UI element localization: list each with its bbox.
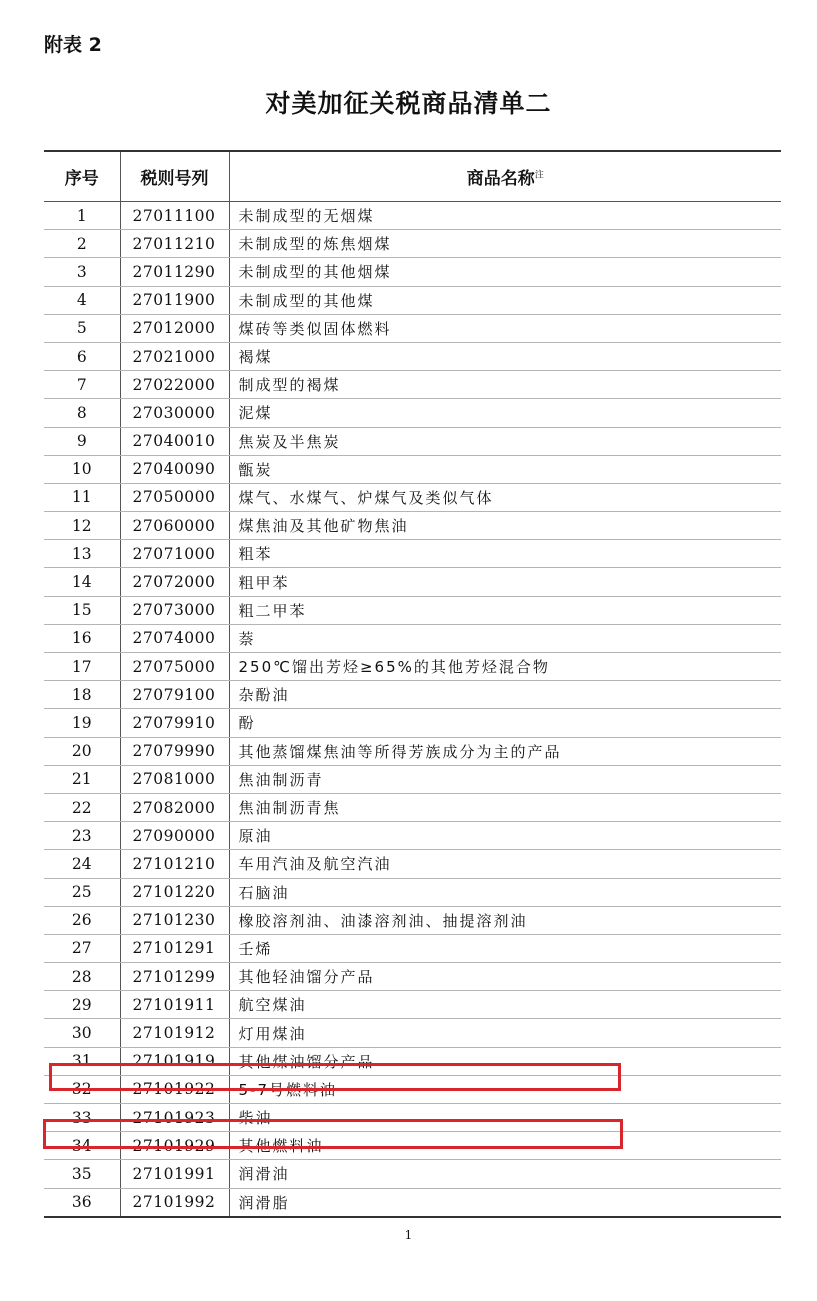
row-seq: 28 — [44, 963, 120, 991]
table-row — [44, 540, 781, 568]
header-name — [229, 151, 781, 202]
row-code: 27060000 — [120, 512, 229, 540]
row-seq: 24 — [44, 850, 120, 878]
row-code: 27081000 — [120, 765, 229, 793]
row-code: 27101922 — [120, 1075, 229, 1103]
row-code: 27073000 — [120, 596, 229, 624]
row-name: 润滑油 — [229, 1160, 781, 1188]
header-name-label: 商品名称 — [466, 169, 535, 189]
row-seq: 32 — [44, 1075, 120, 1103]
row-name: 其他燃料油 — [229, 1132, 781, 1160]
row-code: 27101912 — [120, 1019, 229, 1047]
row-code: 27075000 — [120, 653, 229, 681]
row-seq: 23 — [44, 822, 120, 850]
row-seq: 20 — [44, 737, 120, 765]
row-name: 壬烯 — [229, 934, 781, 962]
table-row — [44, 483, 781, 511]
row-seq: 34 — [44, 1132, 120, 1160]
row-code: 27011290 — [120, 258, 229, 286]
row-seq: 35 — [44, 1160, 120, 1188]
row-code: 27101919 — [120, 1047, 229, 1075]
table-row — [44, 1188, 781, 1217]
row-name: 石脑油 — [229, 878, 781, 906]
row-seq: 3 — [44, 258, 120, 286]
row-seq: 36 — [71, 1193, 92, 1212]
table-row — [44, 258, 781, 286]
row-code: 27011210 — [120, 230, 229, 258]
table-row — [44, 793, 781, 821]
table-row — [44, 371, 781, 399]
table-row — [44, 1104, 781, 1132]
row-name: 甑炭 — [229, 455, 781, 483]
row-code: 27101929 — [120, 1132, 229, 1160]
row-name: 250℃馏出芳烃≥65%的其他芳烃混合物 — [229, 653, 781, 681]
row-name: 原油 — [229, 822, 781, 850]
appendix-label: 附表 2 — [44, 34, 102, 56]
table-row — [44, 286, 781, 314]
row-name: 其他轻油馏分产品 — [229, 963, 781, 991]
tariff-goods-table — [44, 150, 781, 1218]
row-code: 27101911 — [120, 991, 229, 1019]
row-code: 27021000 — [120, 342, 229, 370]
table-row — [44, 822, 781, 850]
header-note-mark: 注 — [534, 170, 544, 181]
row-name: 煤砖等类似固体燃料 — [229, 314, 781, 342]
row-code: 27040010 — [120, 427, 229, 455]
row-code: 27040090 — [120, 455, 229, 483]
row-name: 煤焦油及其他矿物焦油 — [229, 512, 781, 540]
row-code: 27101991 — [120, 1160, 229, 1188]
row-name: 制成型的褐煤 — [229, 371, 781, 399]
row-name: 灯用煤油 — [229, 1019, 781, 1047]
header-code: 税则号列 — [120, 151, 229, 202]
row-name: 橡胶溶剂油、油漆溶剂油、抽提溶剂油 — [229, 906, 781, 934]
row-code: 27079990 — [120, 737, 229, 765]
row-code: 27082000 — [120, 793, 229, 821]
row-seq: 7 — [44, 371, 120, 399]
table-row — [44, 991, 781, 1019]
row-name: 焦油制沥青焦 — [229, 793, 781, 821]
row-seq: 1 — [44, 202, 120, 230]
row-code: 27012000 — [120, 314, 229, 342]
row-seq: 26 — [44, 906, 120, 934]
row-seq: 16 — [44, 624, 120, 652]
row-name: 未制成型的其他煤 — [229, 286, 781, 314]
row-code: 27090000 — [120, 822, 229, 850]
table-row — [44, 230, 781, 258]
row-name: 煤气、水煤气、炉煤气及类似气体 — [229, 483, 781, 511]
page-number: 1 — [404, 1228, 413, 1242]
row-seq: 30 — [44, 1019, 120, 1047]
table-row — [44, 737, 781, 765]
row-seq: 2 — [44, 230, 120, 258]
row-name: 泥煤 — [229, 399, 781, 427]
row-code: 27101230 — [120, 906, 229, 934]
row-seq: 19 — [44, 709, 120, 737]
row-code: 27030000 — [120, 399, 229, 427]
table-row — [44, 681, 781, 709]
row-name: 润滑脂 — [229, 1188, 781, 1217]
row-seq: 12 — [44, 512, 120, 540]
table-row — [44, 934, 781, 962]
row-name: 褐煤 — [229, 342, 781, 370]
row-seq: 4 — [44, 286, 120, 314]
row-name: 酚 — [229, 709, 781, 737]
row-name: 杂酚油 — [229, 681, 781, 709]
table-row — [44, 455, 781, 483]
row-seq: 22 — [44, 793, 120, 821]
row-name: 车用汽油及航空汽油 — [229, 850, 781, 878]
row-name: 其他煤油馏分产品 — [229, 1047, 781, 1075]
row-seq: 8 — [44, 399, 120, 427]
row-name: 未制成型的无烟煤 — [229, 202, 781, 230]
row-code: 27011100 — [120, 202, 229, 230]
table-row — [44, 1047, 781, 1075]
table-row — [44, 765, 781, 793]
row-name: 粗苯 — [229, 540, 781, 568]
row-name: 航空煤油 — [229, 991, 781, 1019]
table-row — [44, 850, 781, 878]
row-seq: 17 — [44, 653, 120, 681]
table-header-row — [44, 151, 781, 202]
row-name: 未制成型的其他烟煤 — [229, 258, 781, 286]
table-row — [44, 1132, 781, 1160]
table-row — [44, 342, 781, 370]
row-code: 27050000 — [120, 483, 229, 511]
row-seq: 11 — [44, 483, 120, 511]
row-seq: 25 — [44, 878, 120, 906]
row-name: 粗二甲苯 — [229, 596, 781, 624]
row-name: 柴油 — [229, 1104, 781, 1132]
table-row — [44, 1075, 781, 1103]
table-row — [44, 653, 781, 681]
row-seq: 9 — [44, 427, 120, 455]
row-seq: 14 — [44, 568, 120, 596]
table-row — [44, 512, 781, 540]
table-row — [44, 596, 781, 624]
table-row — [44, 963, 781, 991]
row-seq: 31 — [44, 1047, 120, 1075]
table-row — [44, 1019, 781, 1047]
row-code: 27072000 — [120, 568, 229, 596]
row-code: 27101291 — [120, 934, 229, 962]
row-code: 27071000 — [120, 540, 229, 568]
row-name: 其他蒸馏煤焦油等所得芳族成分为主的产品 — [229, 737, 781, 765]
table-row — [44, 427, 781, 455]
row-seq: 13 — [44, 540, 120, 568]
table-row — [44, 568, 781, 596]
row-name: 5-7号燃料油 — [229, 1075, 781, 1103]
row-code: 27101992 — [120, 1188, 229, 1217]
table-row — [44, 906, 781, 934]
row-name: 粗甲苯 — [229, 568, 781, 596]
row-seq: 5 — [44, 314, 120, 342]
table-row — [44, 1160, 781, 1188]
document-title: 对美加征关税商品清单二 — [265, 89, 552, 118]
row-seq: 10 — [44, 455, 120, 483]
row-seq: 33 — [44, 1104, 120, 1132]
row-code: 27101923 — [120, 1104, 229, 1132]
row-code: 27074000 — [120, 624, 229, 652]
row-code: 27101299 — [120, 963, 229, 991]
table-row — [44, 314, 781, 342]
row-code: 27101210 — [120, 850, 229, 878]
table-row — [44, 202, 781, 230]
row-seq: 6 — [44, 342, 120, 370]
row-name: 焦油制沥青 — [229, 765, 781, 793]
row-name: 未制成型的炼焦烟煤 — [229, 230, 781, 258]
row-seq: 18 — [44, 681, 120, 709]
table-row — [44, 399, 781, 427]
row-code: 27011900 — [120, 286, 229, 314]
row-name: 萘 — [229, 624, 781, 652]
row-seq: 29 — [44, 991, 120, 1019]
header-seq: 序号 — [44, 151, 120, 202]
row-code: 27079100 — [120, 681, 229, 709]
row-code: 27101220 — [120, 878, 229, 906]
table-row — [44, 624, 781, 652]
table-row — [44, 878, 781, 906]
row-name: 焦炭及半焦炭 — [229, 427, 781, 455]
row-code: 27079910 — [120, 709, 229, 737]
table-body — [44, 202, 781, 1217]
row-seq: 21 — [44, 765, 120, 793]
row-code: 27022000 — [120, 371, 229, 399]
table-row — [44, 709, 781, 737]
row-seq: 15 — [44, 596, 120, 624]
row-seq: 27 — [44, 934, 120, 962]
